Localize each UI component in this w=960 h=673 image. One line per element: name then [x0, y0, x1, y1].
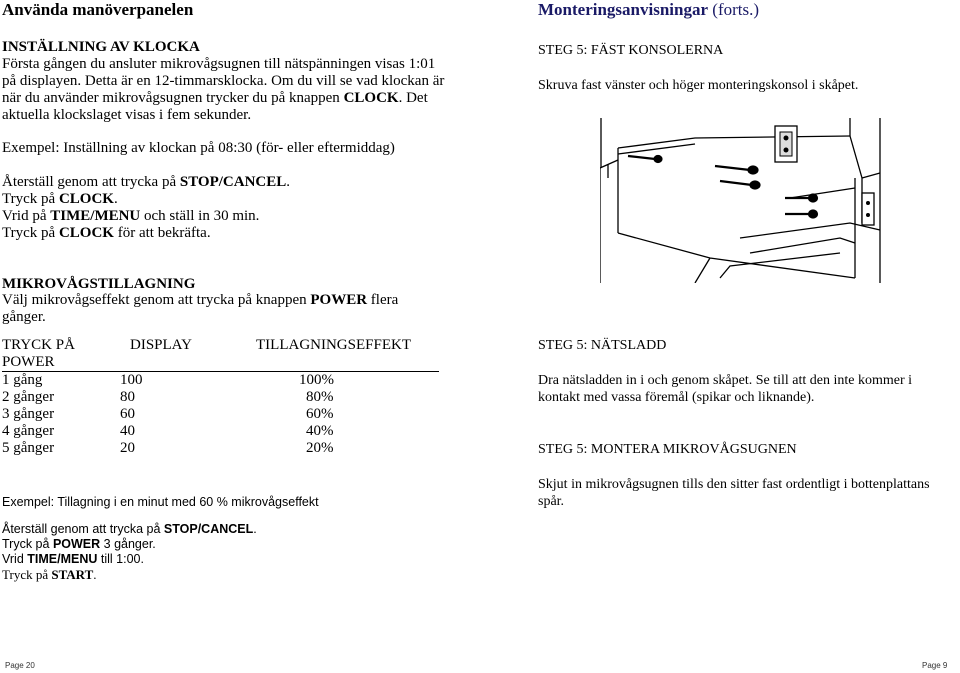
- table-header: TILLAGNINGSEFFEKT: [256, 337, 411, 353]
- step5-mount-text: [538, 476, 930, 510]
- cooking-desc-line: Välj mikrovågseffekt genom att trycka på knappen POWER flera: [2, 292, 399, 308]
- table-cell: 80: [120, 389, 135, 405]
- step5-cord-text: [538, 372, 912, 406]
- table-cell: 1 gång: [2, 372, 43, 388]
- clock-desc-line: när du använder mikrovågsugnen trycker du på knappen CLOCK. Det: [2, 90, 428, 106]
- table-cell: 20%: [306, 440, 334, 456]
- cord-text-line: kontakt med vassa föremål (spikar och liknande).: [538, 390, 815, 405]
- table-row: [2, 406, 439, 423]
- step-line: Tryck på CLOCK.: [2, 191, 118, 207]
- screw-icons: [628, 156, 818, 219]
- table-header-row: [2, 354, 439, 371]
- cooking-heading: MIKROVÅGSTILLAGNING: [2, 276, 196, 292]
- cooking-desc-line: gånger.: [2, 309, 46, 325]
- table-row: [2, 372, 439, 389]
- table-cell: 2 gånger: [2, 389, 55, 405]
- clock-description: [2, 56, 444, 124]
- step5-bracket-heading: STEG 5: FÄST KONSOLERNA: [538, 43, 724, 58]
- table-cell: 100: [120, 372, 143, 388]
- clock-example: Exempel: Inställning av klockan på 08:30 (för- eller eftermiddag): [2, 140, 395, 156]
- power-table: [2, 337, 439, 457]
- table-cell: 60%: [306, 406, 334, 422]
- clock-desc-line: på displayen. Detta är en 12-timmarsklocka. Om du vill se vad klockan är: [2, 73, 445, 89]
- step-line: Vrid på TIME/MENU och ställ in 30 min.: [2, 208, 260, 224]
- page-number-left: Page 20: [5, 661, 35, 670]
- left-bracket: [775, 126, 797, 162]
- table-cell: 60: [120, 406, 135, 422]
- table-cell: 80%: [306, 389, 334, 405]
- table-header: DISPLAY: [130, 337, 192, 353]
- step-line: Återställ genom att trycka på STOP/CANCEL.: [2, 174, 291, 190]
- step-line: Tryck på POWER 3 gånger.: [2, 537, 156, 551]
- table-header: TRYCK PÅ: [2, 337, 75, 353]
- table-row: [2, 440, 439, 457]
- step-line: Tryck på CLOCK för att bekräfta.: [2, 225, 211, 241]
- table-cell: 100%: [299, 372, 334, 388]
- step5-cord-heading: STEG 5: NÄTSLADD: [538, 338, 667, 353]
- step-line: Vrid TIME/MENU till 1:00.: [2, 552, 144, 566]
- clock-heading: INSTÄLLNING AV KLOCKA: [2, 39, 200, 55]
- table-cell: 5 gånger: [2, 440, 55, 456]
- table-cell: 3 gånger: [2, 406, 55, 422]
- step-line: Tryck på START.: [2, 567, 97, 582]
- right-bracket: [862, 193, 874, 225]
- clock-steps: [2, 174, 290, 242]
- cord-text-line: Dra nätsladden in i och genom skåpet. Se till att den inte kommer i: [538, 373, 913, 388]
- table-cell: 4 gånger: [2, 423, 55, 439]
- mount-text-line: spår.: [538, 494, 565, 509]
- table-cell: 40%: [306, 423, 334, 439]
- step5-mount-heading: STEG 5: MONTERA MIKROVÅGSUGNEN: [538, 442, 797, 457]
- table-row: [2, 389, 439, 406]
- step5-bracket-text: Skruva fast vänster och höger monteringskonsol i skåpet.: [538, 78, 859, 93]
- page-title: Använda manöverpanelen: [2, 0, 194, 19]
- cooking-steps: [2, 522, 257, 582]
- table-row: [2, 423, 439, 440]
- section-title: Monteringsanvisningar (forts.): [538, 0, 760, 19]
- table-cell: 20: [120, 440, 135, 456]
- mounting-bracket-illustration: [600, 118, 882, 283]
- page-number-right: Page 9: [922, 661, 948, 670]
- table-cell: 40: [120, 423, 135, 439]
- mount-text-line: Skjut in mikrovågsugnen tills den sitter fast ordentligt i bottenplattans: [538, 477, 930, 492]
- cooking-description: [2, 292, 398, 326]
- cooking-example: Exempel: Tillagning i en minut med 60 % mikrovågseffekt: [2, 495, 319, 509]
- step-line: Återställ genom att trycka på STOP/CANCEL.: [2, 522, 257, 536]
- table-header: POWER: [2, 354, 55, 370]
- table-header-row: [2, 337, 439, 354]
- clock-desc-line: Första gången du ansluter mikrovågsugnen till nätspänningen visas 1:01: [2, 56, 436, 72]
- clock-desc-line: aktuella klockslaget visas i fem sekunder.: [2, 107, 252, 123]
